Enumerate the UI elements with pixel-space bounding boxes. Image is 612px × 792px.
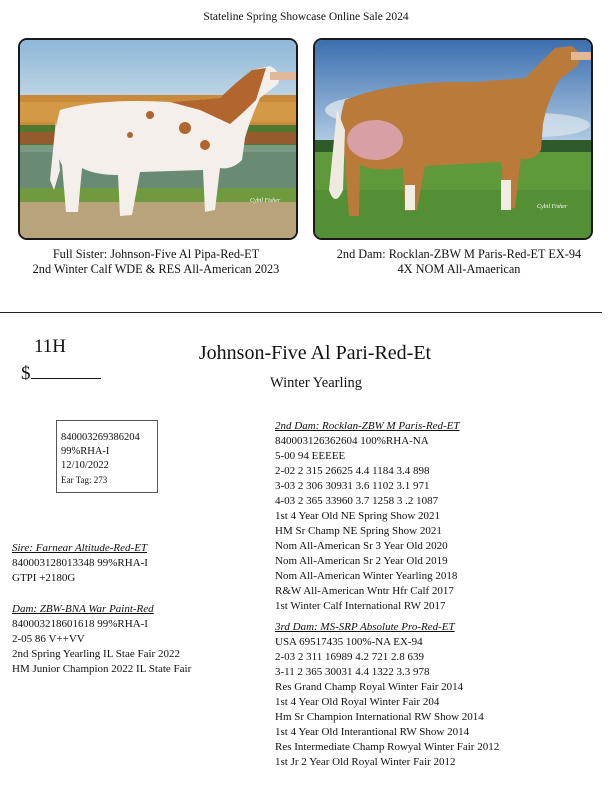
second-dam-caption: [306, 247, 612, 277]
second-dam-line: Nom All-American Sr 2 Year Old 2019: [275, 555, 448, 567]
sale-header: Stateline Spring Showcase Online Sale 2024: [203, 11, 409, 23]
caption-line: 4X NOM All-Amaerican: [397, 262, 521, 276]
birth-date: 12/10/2022: [61, 460, 109, 471]
sire-heading: Sire: Farnear Altitude-Red-ET: [12, 542, 148, 554]
photo-watermark: Cybil Fisher: [250, 198, 281, 204]
third-dam-line: 3-11 2 365 30031 4.4 1322 3.3 978: [275, 666, 430, 678]
ear-tag: Ear Tag: 273: [61, 475, 108, 485]
third-dam-line: 1st 4 Year Old Royal Winter Fair 204: [275, 696, 440, 708]
animal-name: Johnson-Five Al Pari-Red-Et: [198, 342, 432, 364]
third-dam-block: [275, 620, 499, 770]
dam-line: HM Junior Champion 2022 IL State Fair: [12, 663, 192, 675]
price-prefix: $: [21, 363, 31, 384]
photo-watermark: Cybil Fisher: [537, 204, 568, 210]
registration-number: 840003269386204: [61, 432, 140, 443]
dam-line: 2nd Spring Yearling IL Stae Fair 2022: [12, 648, 180, 660]
second-dam-line: Nom All-American Winter Yearling 2018: [275, 570, 458, 582]
caption-line: 2nd Dam: Rocklan-ZBW M Paris-Red-ET EX-94: [336, 247, 582, 261]
dam-line: 840003218601618 99%RHA-I: [12, 618, 148, 630]
third-dam-line: 1st 4 Year Old Interantional RW Show 2014: [275, 726, 470, 738]
caption-line: Full Sister: Johnson-Five Al Pipa-Red-ET: [52, 247, 260, 261]
sire-line: 840003128013348 99%RHA-I: [12, 557, 148, 569]
section-divider: [0, 312, 602, 313]
caption-line: 2nd Winter Calf WDE & RES All-American 2023: [32, 262, 280, 276]
animal-class: Winter Yearling: [269, 375, 363, 391]
second-dam-line: 1st Winter Calf International RW 2017: [275, 600, 446, 612]
sire-block: [12, 541, 148, 586]
second-dam-line: 1st 4 Year Old NE Spring Show 2021: [275, 510, 441, 522]
second-dam-heading: 2nd Dam: Rocklan-ZBW M Paris-Red-ET: [275, 420, 460, 432]
dam-heading: Dam: ZBW-BNA War Paint-Red: [12, 603, 154, 615]
breed-percent: 99%RHA-I: [61, 446, 110, 457]
sire-line: GTPI +2180G: [12, 572, 76, 584]
second-dam-line: 3-03 2 306 30931 3.6 1102 3.1 971: [275, 480, 430, 492]
second-dam-line: 840003126362604 100%RHA-NA: [275, 435, 429, 447]
second-dam-line: 4-03 2 365 33960 3.7 1258 3 .2 1087: [275, 495, 439, 507]
lot-number: 11H: [34, 336, 67, 357]
third-dam-line: USA 69517435 100%-NA EX-94: [275, 636, 423, 648]
dam-block: [12, 602, 191, 677]
second-dam-line: 2-02 2 315 26625 4.4 1184 3.4 898: [275, 465, 430, 477]
second-dam-photo: [313, 38, 593, 240]
second-dam-line: 5-00 94 EEEEE: [275, 450, 346, 462]
second-dam-line: HM Sr Champ NE Spring Show 2021: [275, 525, 442, 537]
second-dam-line: R&W All-American Wntr Hfr Calf 2017: [275, 585, 454, 597]
second-dam-block: [275, 419, 460, 614]
third-dam-line: Res Grand Champ Royal Winter Fair 2014: [275, 681, 464, 693]
third-dam-line: 1st Jr 2 Year Old Royal Winter Fair 2012: [275, 756, 456, 768]
full-sister-photo: [18, 38, 298, 240]
third-dam-heading: 3rd Dam: MS-SRP Absolute Pro-Red-ET: [275, 621, 455, 633]
dam-line: 2-05 86 V++VV: [12, 633, 85, 645]
full-sister-caption: [0, 247, 312, 277]
third-dam-line: 2-03 2 311 16989 4.2 721 2.8 639: [275, 651, 425, 663]
second-dam-line: Nom All-American Sr 3 Year Old 2020: [275, 540, 448, 552]
third-dam-line: Hm Sr Champion International RW Show 2014: [275, 711, 484, 723]
third-dam-line: Res Intermediate Champ Rowyal Winter Fair 2012: [275, 741, 500, 753]
id-box: [56, 420, 158, 493]
